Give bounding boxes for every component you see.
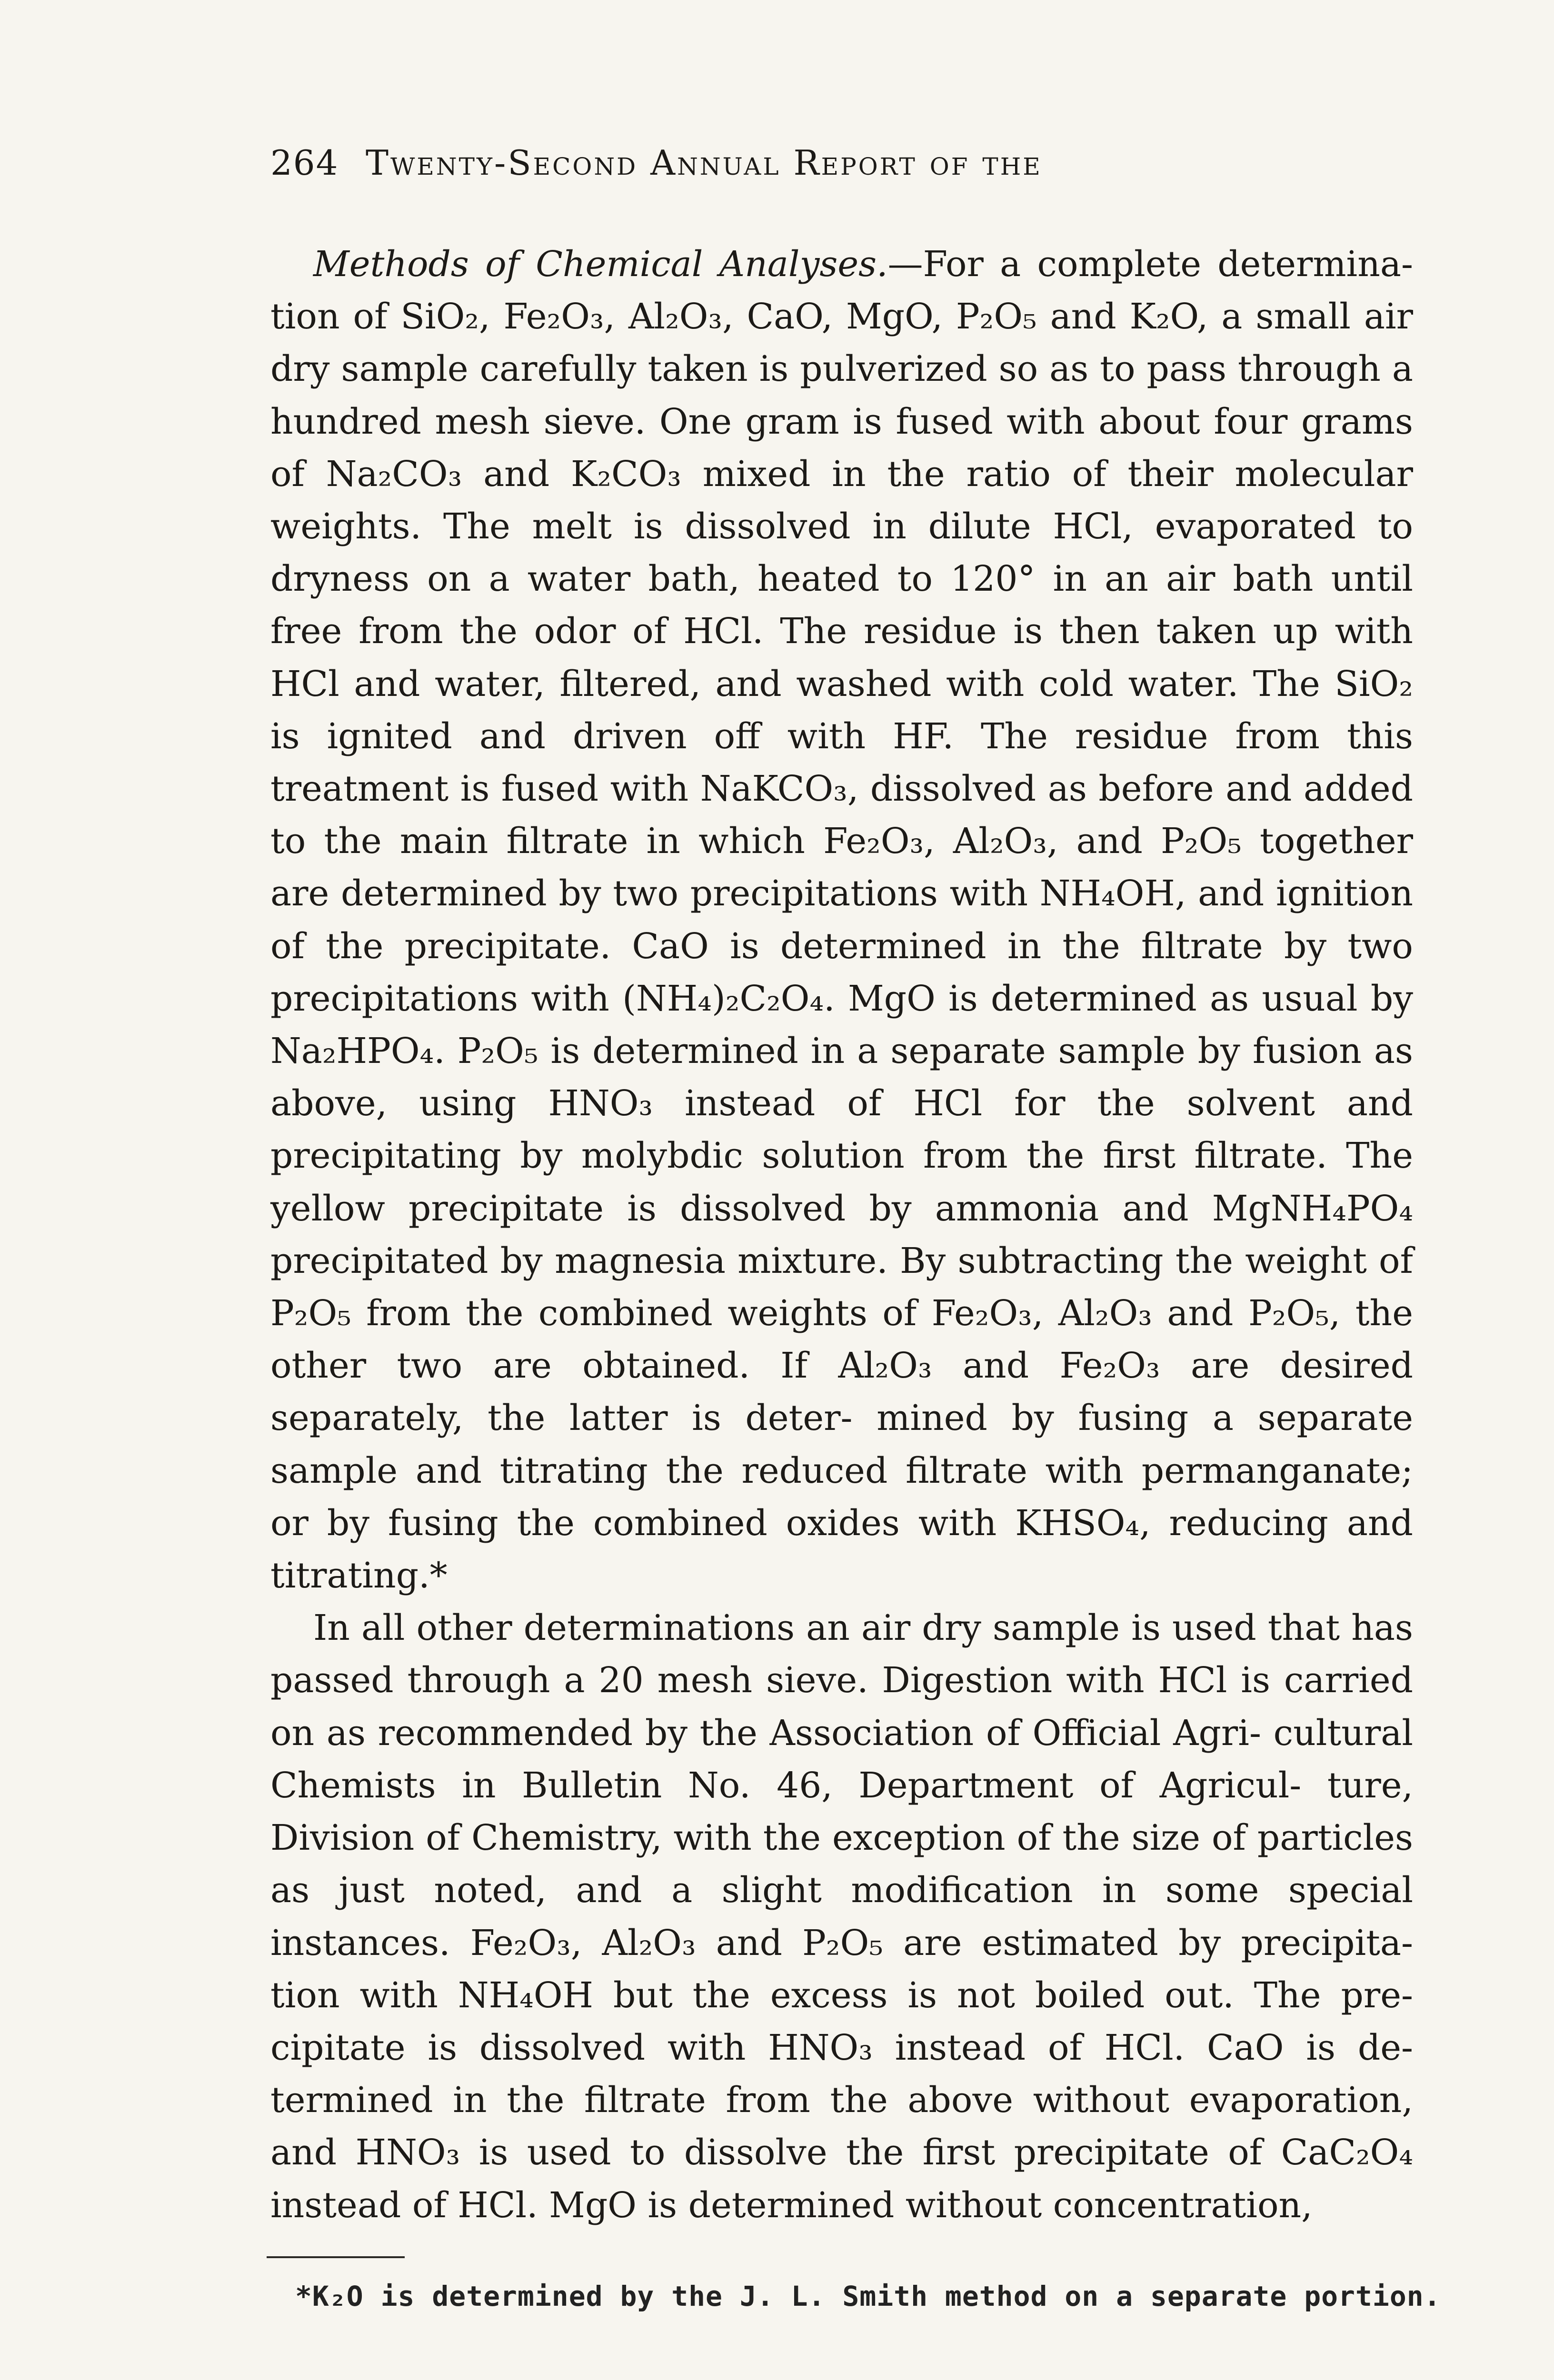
line: HCl for the solvent and precipitating by molybdic solution bbox=[270, 1083, 1413, 1177]
line: instead of HCl. MgO is determined without concentration, bbox=[270, 2184, 1313, 2226]
line: ture, Division of Chemistry, with the exception of the size of bbox=[270, 1765, 1414, 1859]
line: mined by fusing a separate sample and titrating the reduced bbox=[270, 1398, 1413, 1491]
line: ammonia and MgNH₄PO₄ precipitated by magnesia mixture. bbox=[270, 1188, 1413, 1281]
line: NH₄OH, and ignition of the precipitate. CaO is determined bbox=[270, 873, 1414, 967]
line: particles as just noted, and a slight modification in some special bbox=[270, 1817, 1413, 1911]
line: tion of SiO₂, Fe₂O₃, Al₂O₃, CaO, MgO, P₂O₅ and K₂O, a bbox=[270, 296, 1243, 337]
paragraph-2 bbox=[270, 1602, 1413, 2231]
line: in the filtrate by two precipitations with (NH₄)₂C₂O₄. MgO bbox=[270, 925, 1413, 1019]
line: with KHSO₄, reducing and titrating.* bbox=[270, 1502, 1413, 1597]
line: residue from this treatment is fused with NaKCO₃, dissolved bbox=[270, 715, 1414, 810]
line: Al₂O₃ and Fe₂O₃ are desired separately, the latter is deter- bbox=[270, 1345, 1413, 1439]
line: from the first filtrate. The yellow precipitate is dissolved by bbox=[270, 1135, 1413, 1229]
line: and HNO₃ is used to dissolve the first precipitate of CaC₂O₄ bbox=[270, 2132, 1413, 2173]
line: —For a complete determina- bbox=[887, 244, 1413, 285]
section-heading: Methods of Chemical Analyses. bbox=[313, 244, 888, 285]
line: cultural Chemists in Bulletin No. 46, Department of Agricul- bbox=[270, 1712, 1413, 1806]
line: In all other determinations an air dry sample is used that bbox=[313, 1607, 1340, 1649]
line: small air dry sample carefully taken is pulverized so as to pass bbox=[270, 296, 1413, 390]
running-title: Twenty-Second Annual Report of the bbox=[366, 143, 1042, 183]
line: filtrate with permanganate; or by fusing the combined oxides bbox=[270, 1450, 1413, 1544]
line: evaporated to dryness on a water bath, heated to 120° in an air bbox=[270, 506, 1414, 600]
line: carried on as recommended by the Association of Official Agri- bbox=[270, 1660, 1413, 1754]
line: tion with NH₄OH but the excess is not boiled out. The pre- bbox=[270, 1974, 1413, 2016]
footnote: *K₂O is determined by the J. L. Smith method on a separate portion. bbox=[295, 2280, 1441, 2312]
line: By subtracting the weight of P₂O₅ from the combined weights bbox=[270, 1240, 1413, 1334]
body-text bbox=[270, 238, 1413, 2231]
page bbox=[270, 143, 1413, 2231]
paragraph-1 bbox=[270, 238, 1413, 1602]
line: termined in the filtrate from the above without evaporation, bbox=[270, 2080, 1413, 2121]
line: of Fe₂O₃, Al₂O₃ and P₂O₅, the other two are obtained. If bbox=[270, 1293, 1413, 1387]
line: taken up with HCl and water, filtered, and washed with cold bbox=[270, 611, 1413, 704]
line: separate sample by fusion as above, using HNO₃ instead of bbox=[270, 1031, 1413, 1124]
line: and P₂O₅ together are determined by two precipitations with bbox=[270, 821, 1413, 914]
line: their molecular weights. The melt is dissolved in dilute HCl, bbox=[270, 453, 1413, 547]
line: cipitate is dissolved with HNO₃ instead of HCl. CaO is de- bbox=[270, 2027, 1413, 2068]
line: bath until free from the odor of HCl. The residue is then bbox=[270, 558, 1414, 652]
line: as before and added to the main filtrate in which Fe₂O₃, Al₂O₃, bbox=[270, 768, 1413, 862]
line: is determined as usual by Na₂HPO₄. P₂O₅ is determined in a bbox=[270, 978, 1413, 1072]
line: has passed through a 20 mesh sieve. Digestion with HCl is bbox=[270, 1607, 1413, 1701]
line: instances. Fe₂O₃, Al₂O₃ and P₂O₅ are estimated by precipita- bbox=[270, 1922, 1413, 1964]
line: four grams of Na₂CO₃ and K₂CO₃ mixed in the ratio of bbox=[270, 401, 1413, 495]
page-header bbox=[270, 143, 1413, 200]
line: through a hundred mesh sieve. One gram is fused with about bbox=[270, 348, 1414, 442]
page-number: 264 bbox=[270, 143, 339, 183]
footnote-rule bbox=[267, 2256, 405, 2258]
line: water. The SiO₂ is ignited and driven off with HF. The bbox=[270, 663, 1413, 757]
